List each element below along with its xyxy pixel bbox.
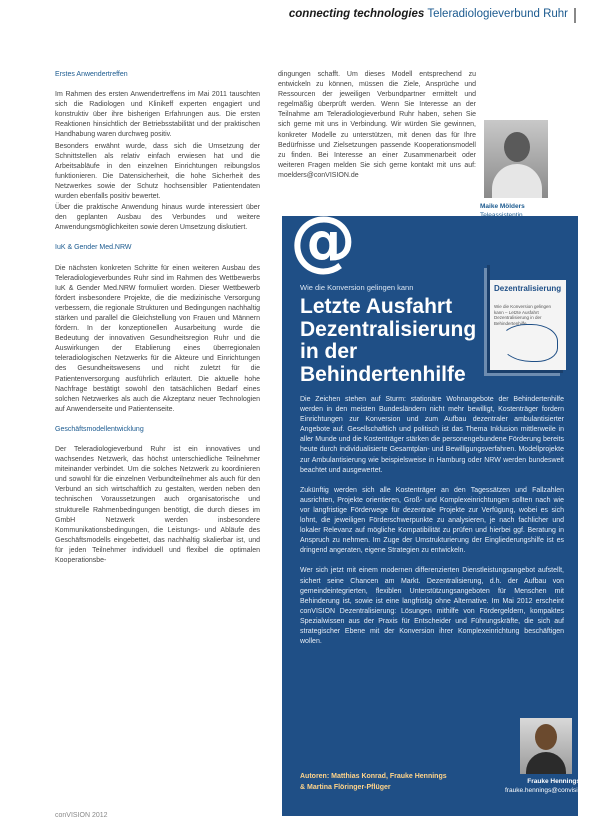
section-title-anwendertreffen: Erstes Anwendertreffen: [55, 71, 128, 78]
author-photo-hennings: [520, 718, 572, 774]
header-title: [289, 8, 568, 20]
book-band: [490, 262, 566, 280]
paragraph: Der Teleradiologieverbund Ruhr ist ein innovatives und wachsendes Netzwerk, das höchst unterschiedliche Teilnehmer miteinander verbindet. Um die solches Netzwerk zu koordinieren und sowohl für die einzelnen Verbundteilnehmer als auch für den Verbund an sich wirtschaftlich zu gestalten, werden neben den technischen Voraussetzungen auch organisatorische und strukturelle Rahmenbedingungen benötigt, die durch dieses im GmbH Netzwerk werden insbesondere Kommunikationsbedingungen, die Leistungs- und Abläufe des Geschäftsmodells eingebettet, das nachhaltig skalierbar ist, und für jeden Teilnehmer individuell und flexibel die optimalen Kooperationsbe-: [55, 446, 260, 565]
authors-line: & Martina Flöringer-Pflüger: [300, 783, 391, 791]
header-project: Teleradiologieverbund Ruhr: [427, 8, 568, 20]
paragraph: Über die praktische Anwendung hinaus wurde interessiert über den geplanten Ausbau des Verbundes und weitere Anwendungsmöglichkeiten sowie deren Umsetzung diskutiert.: [55, 204, 260, 232]
feature-authors: [300, 772, 500, 793]
author-name: Frauke Hennings: [527, 778, 580, 785]
section-title-iuk-gender: IuK & Gender Med.NRW: [55, 244, 132, 252]
page-header: [0, 0, 600, 30]
book-cover: [490, 262, 566, 370]
header-divider: [574, 8, 576, 23]
header-brand: connecting technologies: [288, 8, 425, 20]
book-graphic: [500, 324, 558, 362]
author-email: frauke.hennings@convision.de: [505, 787, 594, 794]
feature-kicker: Wie die Konversion gelingen kann: [300, 283, 414, 292]
section-title-geschaeftsmodell: Geschäftsmodellentwicklung: [55, 425, 144, 433]
feature-text: [300, 395, 564, 647]
middle-column-top: [278, 70, 476, 182]
at-sign-icon: @: [290, 202, 356, 279]
book-subtitle: Wie die Konversion gelingen kann – Letzte Ausfahrt Dezentralisierung in der Behindertenhilfe: [494, 304, 552, 326]
paragraph: Im Rahmen des ersten Anwendertreffens im Mai 2011 tauschten sich die Radiologen und Klinikeff experten engagiert und konstruktiv über ihre bisherigen Erfahrungen aus. Die ersten Reaktionen hinsichtlich der Betriebsstabilität und der praktischen Handhabung waren durchweg positiv.: [55, 91, 260, 139]
paragraph: dingungen schafft. Um dieses Modell entsprechend zu entwickeln zu können, müssen die Ziele, Ansprüche und Ressourcen der jeweiligen Verbundpartner ermittelt und regelmäßig überprüft werden. Wenn Sie Interesse an der Teilnahme am Teleradiologieverbund Ruhr haben, sehen Sie sich gerne mit uns in Verbindung. Wir würden Sie gewinnen, konkreter Modelle zu unterstützen, mit denen das für Ihre Bedürfnisse und Zielsetzungen passende Kooperationsmodell zu finden. Bei Interesse an einer Zusammenarbeit oder weiteren Fragen melden Sie sich gerne kontakt mit uns auf: moelders@conVISION.de: [278, 71, 476, 179]
photo-body: [492, 164, 542, 198]
photo-head: [535, 724, 557, 750]
paragraph: Die nächsten konkreten Schritte für einen weiteren Ausbau des Teleradiologieverbundes Ruhr sind im Rahmen des Wettbewerbs IuK & Gender Med.NRW formuliert worden. Dieser Wettbewerb fördert insbesondere Projekte, die die medizinische Versorgung verbessern, die regionale Strukturen und Bedingungen nachhaltig stärken und parallel die Gleichstellung von Frauen und Männern fördern. In der konzeptionellen Ausarbeitung wurde die Bedeutung der innovativen Gesundheitsregion Ruhr und die Auswirkungen der Etablierung eines überregionalen teleradiologischen Netzwerks für die Akteure und Einrichtungen des Gesundheitswesens und nicht zuletzt für die Patientenversorgung ausführlich erläutert. Die aktuelle hohe Nachfrage bestätigt sowohl den tatsächlichen Bedarf eines solchen Netzwerkes als auch die Akzeptanz neuer Technologien auf Anwenderseite und Patientenseite.: [55, 264, 260, 413]
feature-headline: Letzte Ausfahrt Dezentralisierung in der Behindertenhilfe: [300, 295, 477, 386]
paragraph: Besonders erwähnt wurde, dass sich die Umsetzung der Schnittstellen als relativ einfach erwiesen hat und die Arbeitsabläufe in den einzelnen Einrichtungen reibungslos funktionieren. Die Datensicherheit, die hohe Sicherheit des Netzwerkes sowie der Schutz hochsensibler Patientendaten wurden ebenfalls positiv bewertet.: [55, 142, 260, 201]
paragraph: Die Zeichen stehen auf Sturm: stationäre Wohnangebote der Behindertenhilfe werden in den meisten Bundesländern nicht mehr bewilligt, Kostenträger fordern Einrichtungen zur Konversion und zum Aufbau dezentraler ambulantisierter Angebote auf. Gesellschaftlich und politisch ist das Thema Inklusion mittlerweile in aller Munde und die Kostenträger stärken die personengebundene Förderung bereits heute durch individualisierte Gesamtplan- und Bewilligungsverfahren. Modellprojekte zur Ambulantisierung wie beispielsweise in Hamburg oder NRW werden bundesweit beachtet und ausgewertet.: [300, 396, 564, 474]
book-title: Dezentralisierung: [494, 284, 562, 293]
author-caption-hennings: [505, 777, 594, 795]
page-footer: conVISION 2012: [55, 812, 108, 819]
paragraph: Wer sich jetzt mit einem modernen differenzierten Dienstleistungsangebot aufstellt, sichert seine Chancen am Markt. Dezentralisierung, d.h. der Aufbau von gemeindeintegrierten, flexiblen Unterstützungsangeboten für Menschen mit Behinderung ist, sowie ist eine langfristig ohne Alternative. Im Mai 2012 erscheint conVISION Dezentralisierung: Lösungen mithilfe von Fördergeldern, kompaktes Spezialwissen aus der Praxis für Entscheider und Führungskräfte, die sich auf strategischer Ebene mit der Konversion ihrer Komplexeinrichtung beschäftigen wollen.: [300, 567, 564, 646]
paragraph: Zukünftig werden sich alle Kostenträger an den Tagessätzen und Fallzahlen ausrichten, Projekte orientieren, Groß- und Komplexeinrichtungen sollten nach wie vor langfristige Förderwege für dezentrale Projekte zur Verfügung, wobei es sich lohnt, die jeweiligen Förderschwerpunkte zu analysieren, je nach fachlicher und lokaler Relevanz auf mögliche Kompatibilität zu prüfen und hierbei ggf. Beratung in Anspruch zu nehmen. Im Zuge der Umstrukturierung der Eingliederungshilfe ist es dringend angeraten, eigene Strategien zu entwickeln.: [300, 486, 564, 555]
photo-body: [526, 752, 566, 774]
authors-line: Autoren: Matthias Konrad, Frauke Hennings: [300, 773, 447, 780]
author-name: Maike Mölders: [480, 203, 525, 210]
left-column: [55, 70, 260, 567]
photo-head: [504, 132, 530, 162]
author-photo-moelders: [484, 120, 548, 198]
